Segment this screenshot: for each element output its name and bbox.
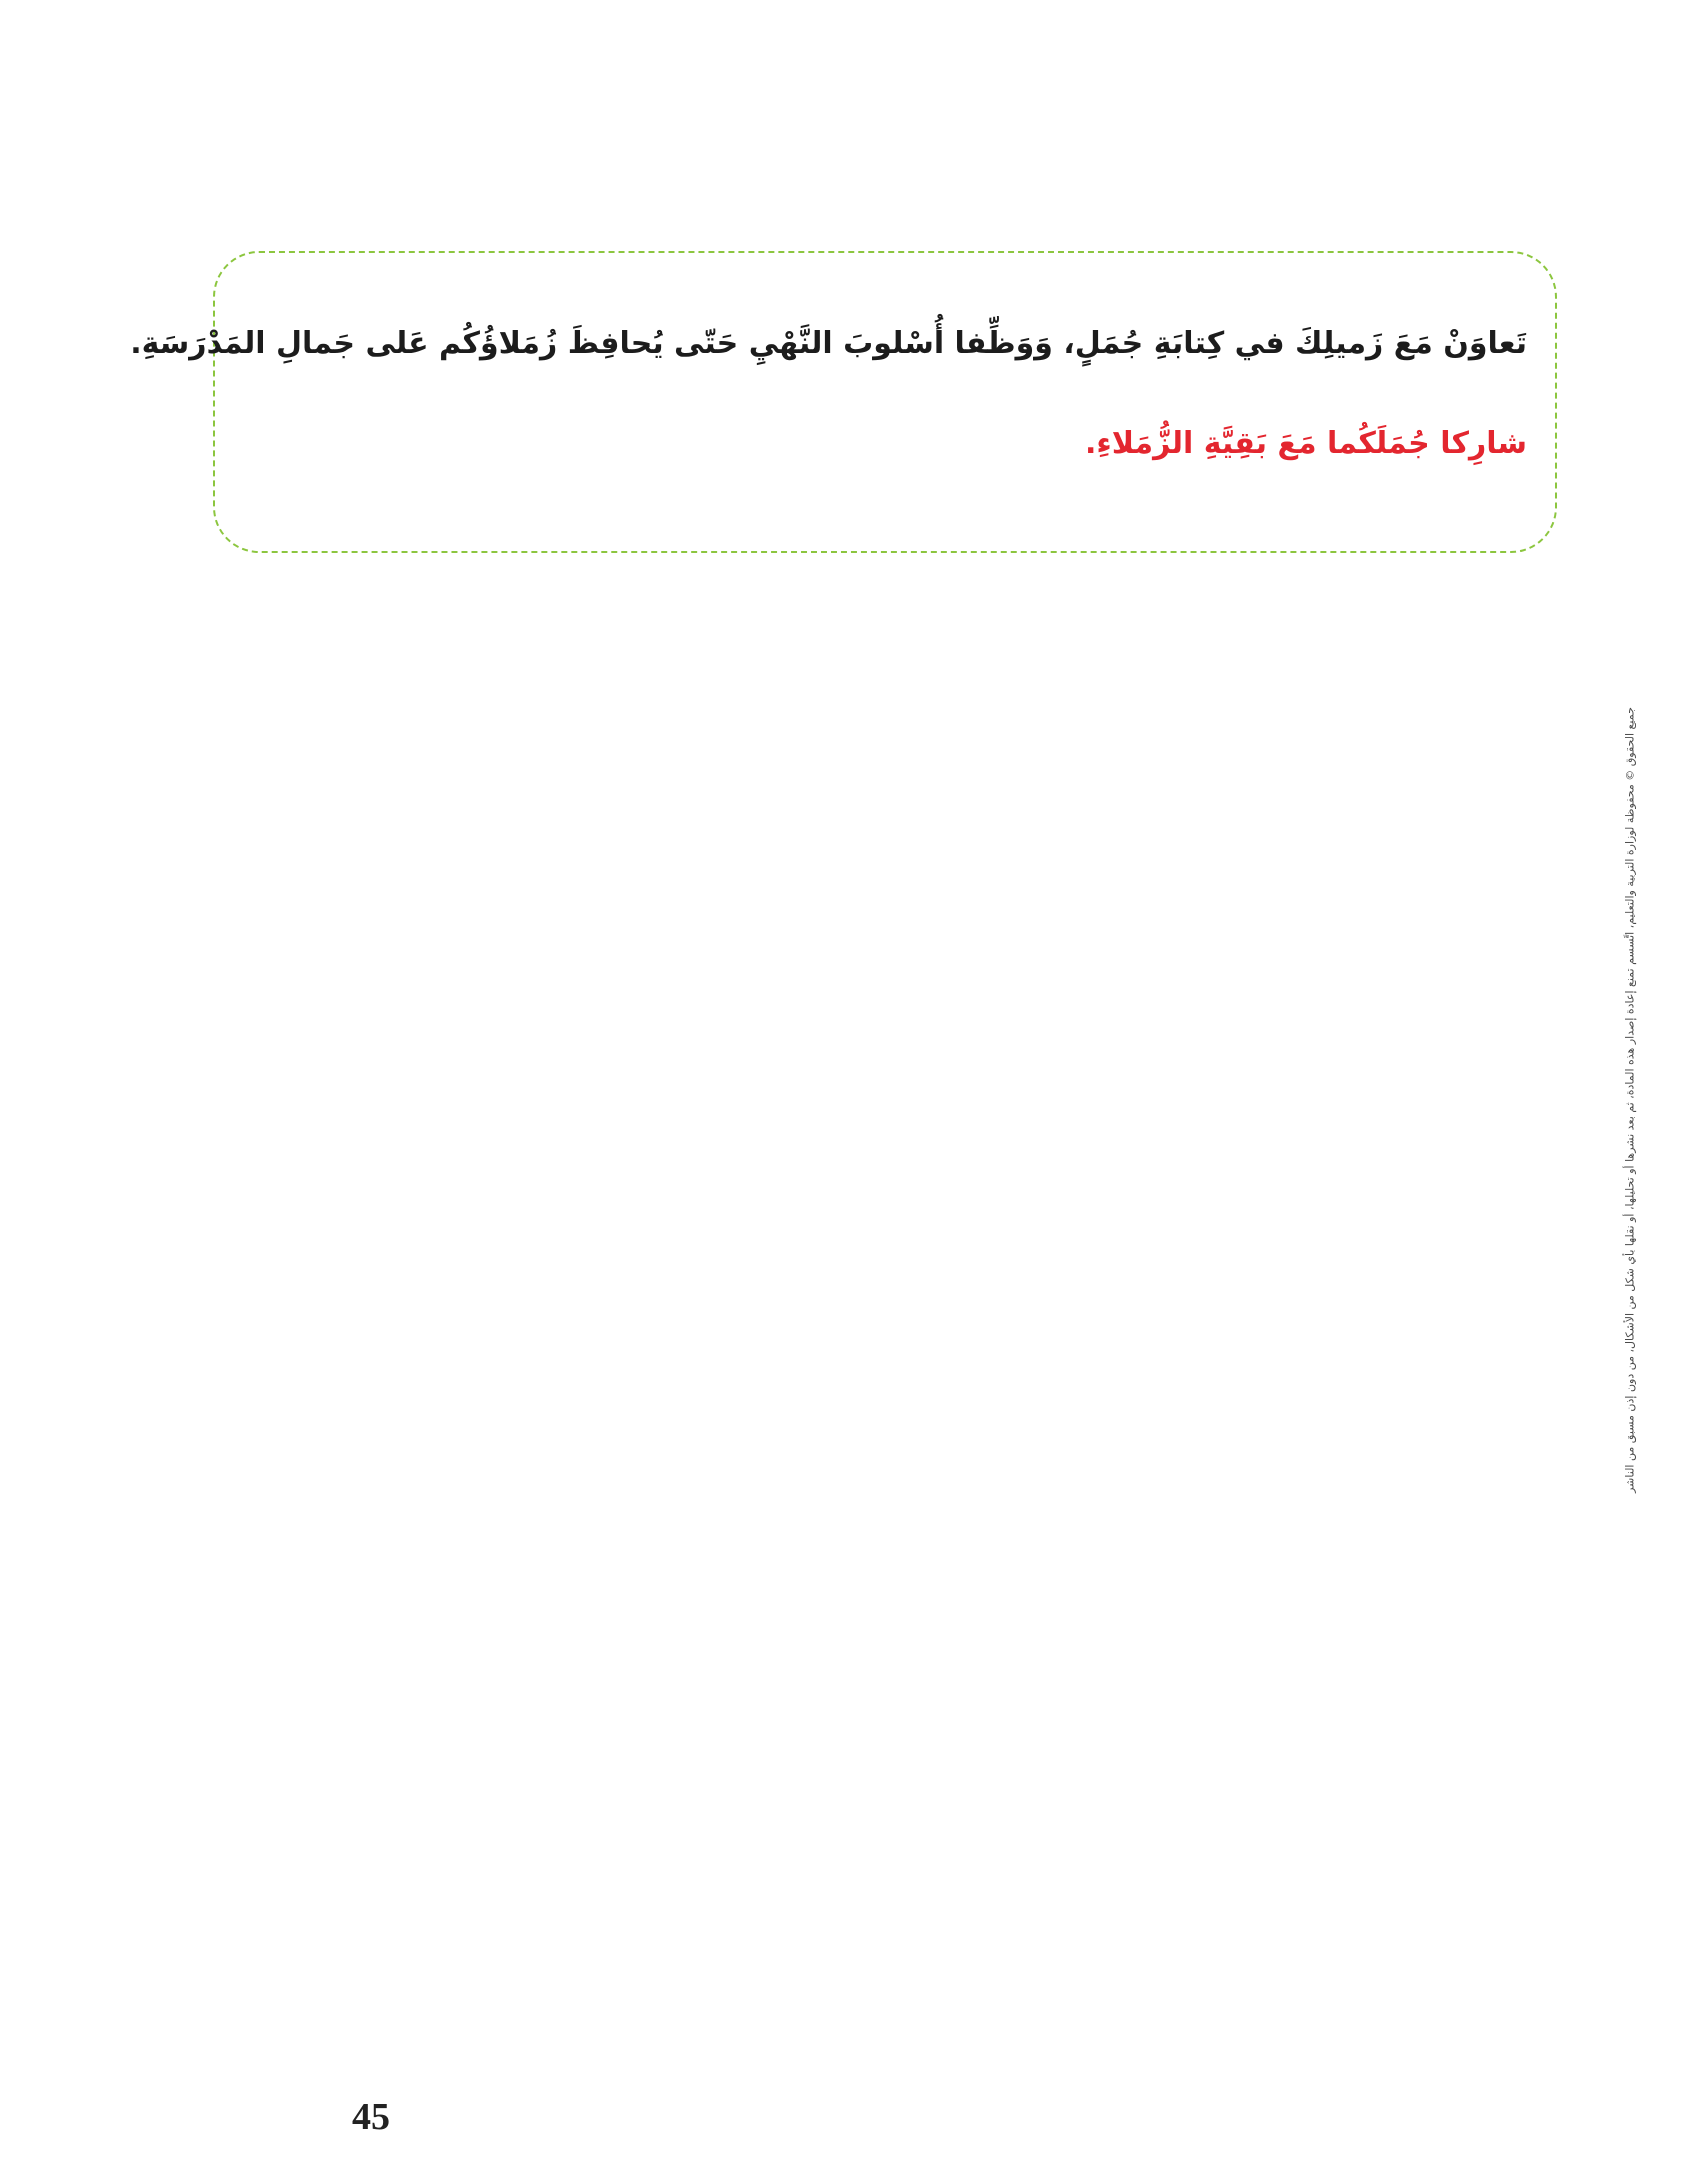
share-prompt: شارِكا جُمَلَكُما مَعَ بَقِيَّةِ الزُّمَلاءِ.	[1085, 426, 1527, 461]
activity-box	[130, 251, 1557, 553]
copyright-notice: جميع الحقوق © محفوظة لوزارة التربية والتعليم، اتَّسسم تمنع إعادة إصدار هذه المادة، ثم بعد نشرها أو تحليلها، أو نقلها بأي شكل من الأشكال، من دون إذن مسبق من الناشر	[1623, 707, 1637, 1493]
page-number: 45	[352, 2096, 390, 2138]
activity-instruction: تَعاوَنْ مَعَ زَميلِكَ في كِتابَةِ جُمَلٍ، وَوَظِّفا أُسْلوبَ النَّهْيِ حَتّى يُحافِظَ زُمَلاؤُكُم عَلى جَمالِ المَدْرَسَةِ.	[130, 326, 1527, 361]
